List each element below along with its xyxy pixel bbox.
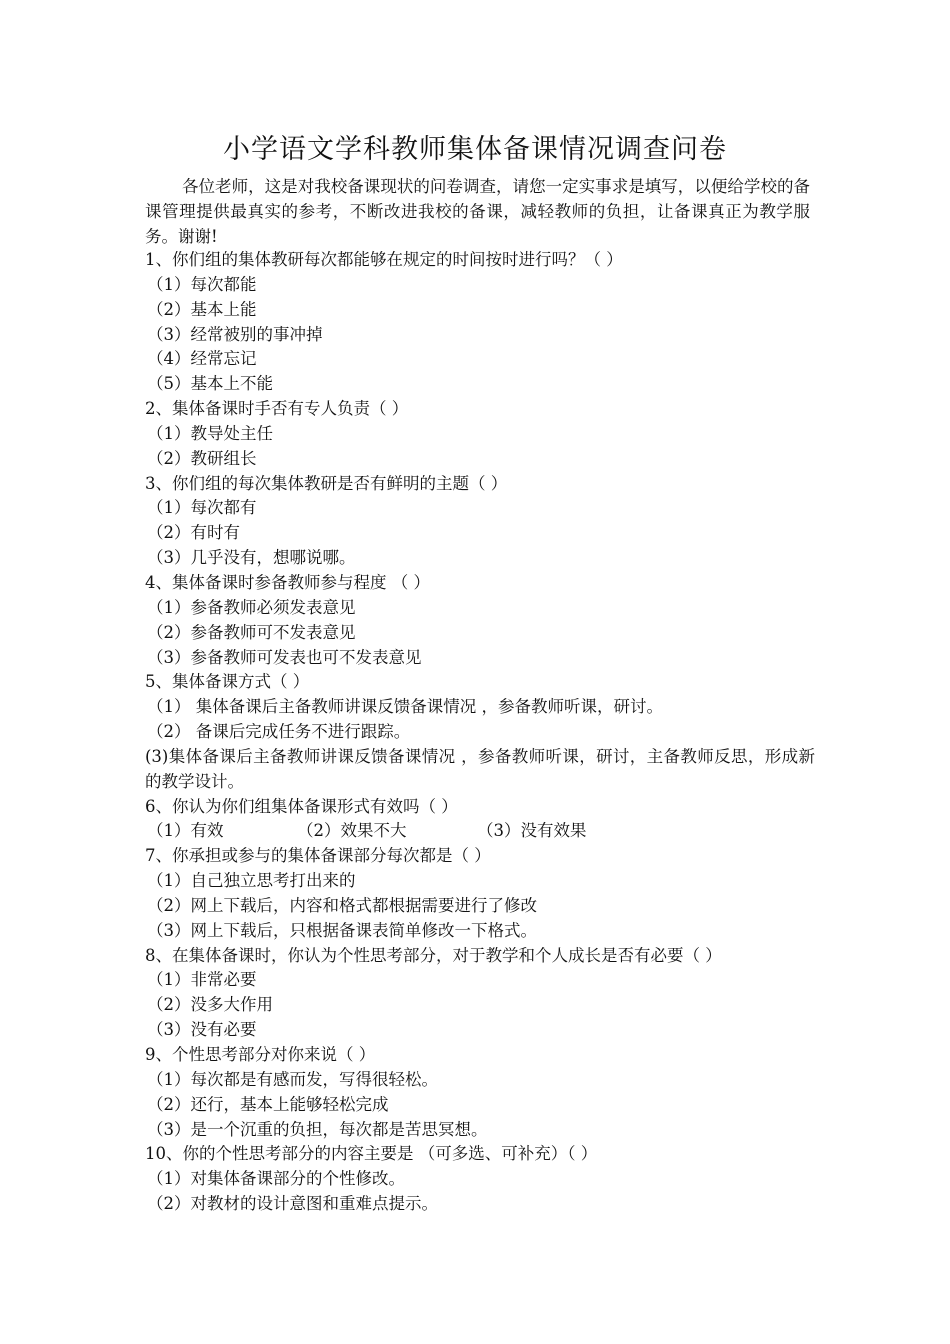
question-10: 10、你的个性思考部分的内容主要是 （可多选、可补充）（ ）	[145, 1144, 598, 1164]
question-4: 4、集体备课时参备教师参与程度 （ ）	[145, 572, 430, 592]
question-6-option-3: （3）没有效果	[477, 821, 587, 841]
question-5: 5、集体备课方式（ ）	[145, 672, 310, 692]
question-4-option-3: （3）参备教师可发表也可不发表意见	[147, 647, 422, 667]
page-title: 小学语文学科教师集体备课情况调查问卷	[223, 134, 727, 165]
question-4-option-2: （2）参备教师可不发表意见	[147, 622, 356, 642]
question-6-options	[145, 819, 815, 844]
question-5-option-2: （2） 备课后完成任务不进行跟踪。	[147, 722, 411, 742]
question-4-option-1: （1）参备教师必须发表意见	[147, 597, 356, 617]
question-5-option-1: （1） 集体备课后主备教师讲课反馈备课情况 ，参备教师听课，研讨。	[147, 697, 663, 717]
question-9: 9、个性思考部分对你来说（ ）	[145, 1045, 376, 1064]
question-7-option-3: （3）网上下载后，只根据备课表简单修改一下格式。	[147, 920, 537, 940]
questionnaire-body	[145, 248, 815, 1217]
question-2-option-1: （1）教导处主任	[147, 423, 273, 443]
question-1-option-3: （3）经常被别的事冲掉	[147, 324, 323, 344]
question-3: 3、你们组的每次集体教研是否有鲜明的主题（ ）	[145, 473, 508, 493]
question-1-option-4: （4）经常忘记	[147, 349, 257, 369]
question-3-option-2: （2）有时有	[147, 523, 240, 543]
question-1-option-2: （2）基本上能	[147, 299, 257, 319]
question-7-option-1: （1）自己独立思考打出来的	[147, 871, 356, 891]
question-9-option-3: （3）是一个沉重的负担，每次都是苦思冥想。	[147, 1119, 488, 1139]
question-10-option-2: （2）对教材的设计意图和重难点提示。	[147, 1194, 438, 1214]
question-1-option-5: （5）基本上不能	[147, 374, 273, 394]
question-8-option-1: （1）非常必要	[147, 970, 257, 990]
question-8-option-3: （3）没有必要	[147, 1020, 257, 1040]
question-9-option-1: （1）每次都是有感而发，写得很轻松。	[147, 1069, 438, 1089]
question-1: 1、你们组的集体教研每次都能够在规定的时间按时进行吗？（ ）	[145, 250, 623, 269]
question-9-option-2: （2）还行，基本上能够轻松完成	[147, 1094, 389, 1114]
question-7-option-2: （2）网上下载后，内容和格式都根据需要进行了修改	[147, 895, 537, 915]
question-8: 8、在集体备课时，你认为个性思考部分，对于教学和个人成长是否有必要（ ）	[145, 945, 722, 965]
intro-paragraph: 各位老师，这是对我校备课现状的问卷调查，请您一定实事求是填写，以便给学校的备课管理提供最真实的参考，不断改进我校的备课，减轻教师的负担，让备课真正为教学服务。谢谢!	[145, 177, 810, 246]
question-10-option-1: （1）对集体备课部分的个性修改。	[147, 1169, 405, 1189]
question-7: 7、你承担或参与的集体备课部分每次都是（ ）	[145, 846, 491, 866]
question-5-option-3: (3)集体备课后主备教师讲课反馈备课情况 ，参备教师听课，研讨，主备教师反思，形成新的教学设计。	[145, 746, 815, 791]
question-6: 6、你认为你们组集体备课形式有效吗（ ）	[145, 796, 458, 816]
question-1-option-1: （1）每次都能	[147, 274, 257, 294]
question-3-option-1: （1）每次都有	[147, 498, 257, 518]
question-2-option-2: （2）教研组长	[147, 448, 257, 468]
question-8-option-2: （2）没多大作用	[147, 995, 273, 1015]
question-6-option-2: （2）效果不大	[297, 821, 407, 841]
question-3-option-3: （3）几乎没有，想哪说哪。	[147, 548, 356, 568]
question-6-option-1: （1）有效	[147, 821, 224, 841]
question-2: 2、集体备课时手否有专人负责（ ）	[145, 399, 409, 419]
